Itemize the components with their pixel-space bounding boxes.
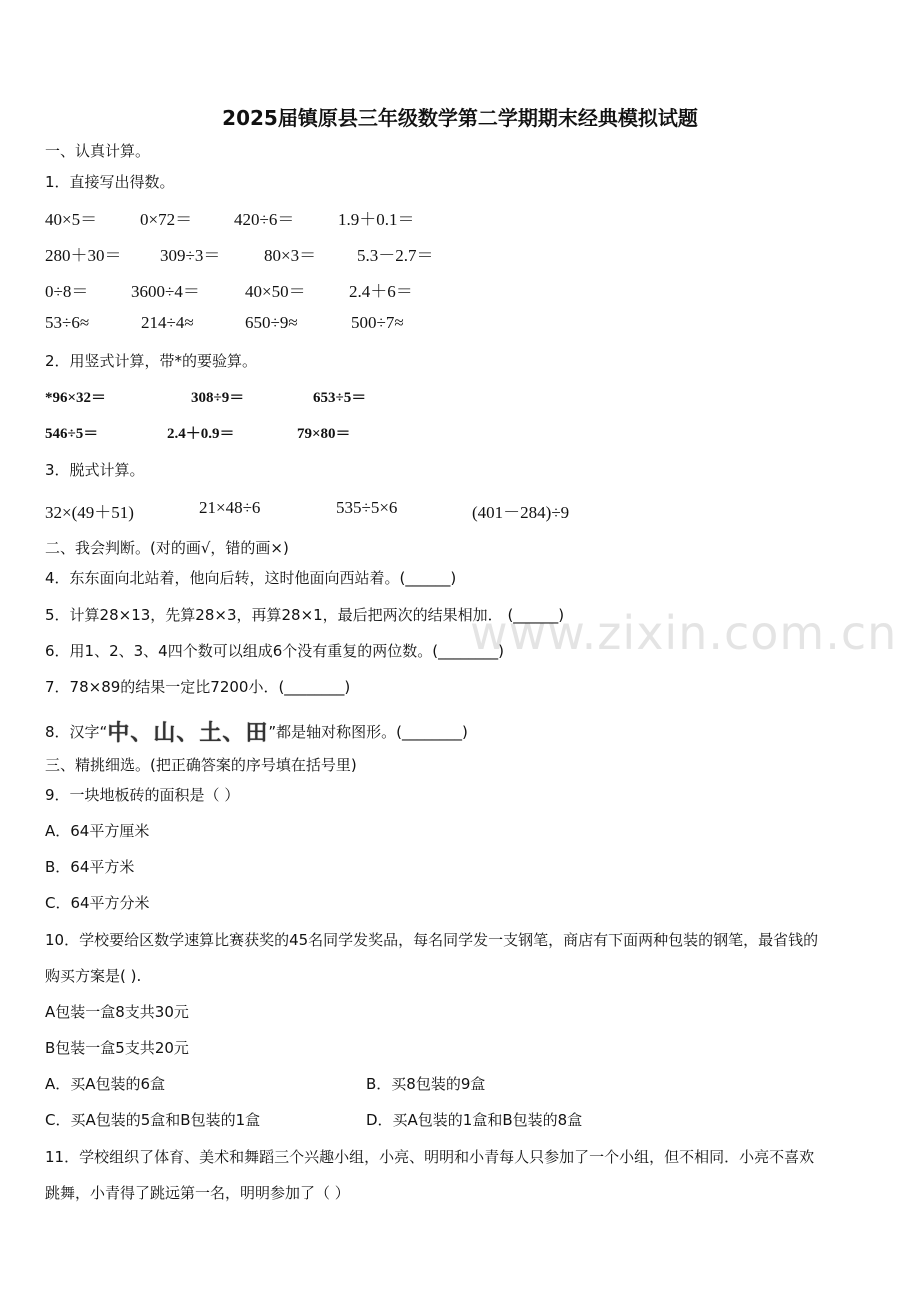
calc-item: 3600÷4＝ — [131, 282, 200, 301]
vertical-calc-item: 653÷5＝ — [313, 390, 367, 406]
vertical-calc-item: *96×32＝ — [45, 390, 107, 406]
expression-row — [45, 498, 645, 522]
question-6: 6．用1、2、3、4四个数可以组成6个没有重复的两位数。(________) — [45, 642, 504, 660]
question-11-line-1: 11．学校组织了体育、美术和舞蹈三个兴趣小组，小亮、明明和小青每人只参加了一个小组，但不相同．小亮不喜欢 — [45, 1148, 815, 1166]
question-11-line-2: 跳舞，小青得了跳远第一名，明明参加了（ ） — [45, 1184, 350, 1202]
calc-item: 53÷6≈ — [45, 313, 90, 332]
calc-item: 80×3＝ — [264, 246, 317, 265]
section-1-heading: 一、认真计算。 — [45, 142, 151, 160]
calc-row-2 — [45, 241, 645, 263]
question-10-option-a: A．买A包装的6盒 — [45, 1075, 166, 1093]
calc-row-1 — [45, 205, 645, 227]
expression-item: 32×(49＋51) — [45, 503, 134, 522]
vertical-calc-item: 546÷5＝ — [45, 426, 99, 442]
calc-item: 40×50＝ — [245, 282, 306, 301]
question-10-option-c: C．买A包装的5盒和B包装的1盒 — [45, 1111, 261, 1129]
question-7: 7．78×89的结果一定比7200小．(________) — [45, 678, 351, 696]
calc-item: 309÷3＝ — [160, 246, 221, 265]
question-4: 4．东东面向北站着，他向后转，这时他面向西站着。(______) — [45, 569, 457, 587]
calc-item: 214÷4≈ — [141, 313, 194, 332]
vertical-calc-item: 308÷9＝ — [191, 390, 245, 406]
calc-item: 5.3－2.7＝ — [357, 246, 434, 265]
calc-item: 0×72＝ — [140, 210, 193, 229]
vertical-calc-row-1 — [45, 386, 545, 406]
question-9-option-c: C．64平方分米 — [45, 894, 150, 912]
question-3: 3．脱式计算。 — [45, 461, 145, 479]
question-1: 1．直接写出得数。 — [45, 173, 175, 191]
calc-row-4 — [45, 313, 645, 335]
expression-item: 21×48÷6 — [199, 498, 261, 517]
question-8 — [45, 716, 468, 747]
question-8-suffix: ”都是轴对称图形。(________) — [268, 723, 468, 741]
question-10-line-2: 购买方案是( ). — [45, 967, 142, 985]
question-10-package-a: A包装一盒8支共30元 — [45, 1003, 189, 1021]
calc-item: 40×5＝ — [45, 210, 98, 229]
question-10-package-b: B包装一盒5支共20元 — [45, 1039, 189, 1057]
page-title: 2025届镇原县三年级数学第二学期期末经典模拟试题 — [222, 106, 698, 130]
expression-item: 535÷5×6 — [336, 498, 398, 517]
calc-item: 500÷7≈ — [351, 313, 404, 332]
chinese-characters-image: 中、山、土、田 — [107, 721, 269, 746]
calc-item: 1.9＋0.1＝ — [338, 210, 415, 229]
section-2-heading: 二、我会判断。(对的画√，错的画×) — [45, 539, 289, 557]
calc-item: 420÷6＝ — [234, 210, 295, 229]
question-10-line-1: 10．学校要给区数学速算比赛获奖的45名同学发奖品，每名同学发一支钢笔，商店有下面两种包装的钢笔，最省钱的 — [45, 931, 819, 949]
section-3-heading: 三、精挑细选。(把正确答案的序号填在括号里) — [45, 756, 357, 774]
question-9-option-b: B．64平方米 — [45, 858, 135, 876]
calc-item: 2.4＋6＝ — [349, 282, 413, 301]
calc-item: 280＋30＝ — [45, 246, 122, 265]
calc-item: 650÷9≈ — [245, 313, 298, 332]
question-8-prefix: 8．汉字“ — [45, 723, 108, 741]
question-9-option-a: A．64平方厘米 — [45, 822, 150, 840]
watermark: www.zixin.com.cn — [470, 606, 898, 660]
vertical-calc-item: 2.4＋0.9＝ — [167, 426, 235, 442]
question-9: 9．一块地板砖的面积是（ ） — [45, 786, 240, 804]
question-2: 2．用竖式计算，带*的要验算。 — [45, 352, 258, 370]
question-10-option-b: B．买8包装的9盒 — [366, 1075, 486, 1093]
question-5: 5．计算28×13，先算28×3，再算28×1，最后把两次的结果相加． (______) — [45, 606, 565, 624]
vertical-calc-row-2 — [45, 422, 545, 442]
calc-item: 0÷8＝ — [45, 282, 89, 301]
calc-row-3 — [45, 277, 645, 299]
question-10-option-d: D．买A包装的1盒和B包装的8盒 — [366, 1111, 583, 1129]
vertical-calc-item: 79×80＝ — [297, 426, 351, 442]
expression-item: (401－284)÷9 — [472, 503, 570, 522]
